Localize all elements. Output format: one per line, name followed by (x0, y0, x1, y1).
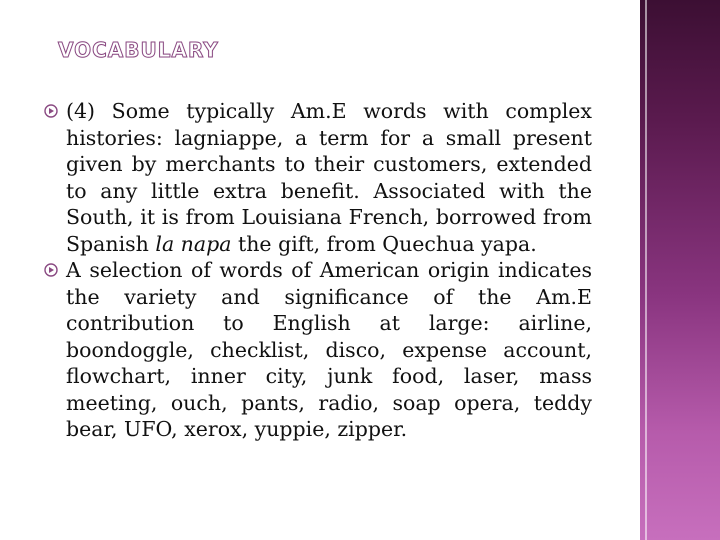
slide-content (44, 98, 592, 443)
circle-arrow-bullet-icon (44, 104, 58, 118)
bullet-item (44, 98, 592, 257)
bullet-text: the gift, from Quechua yapa. (231, 231, 537, 256)
bullet-text: A selection of words of American origin indicates the variety and significance of the Am.E contribution to English at large: airline, boondoggle, checklist, disco, expense account, flowchart, inner city, junk food, laser, mass meeting, ouch, pants, radio, soap opera, teddy bear, UFO, xerox, yuppie, zipper. (66, 258, 592, 441)
decorative-band-line (645, 0, 647, 540)
circle-arrow-bullet-icon (44, 263, 58, 277)
slide-title: VOCABULARY (58, 38, 219, 62)
bullet-item (44, 257, 592, 443)
bullet-text-italic: la napa (155, 231, 232, 256)
bullet-text: (4) Some typically Am.E words with complex histories: lagniappe, a term for a small present given by merchants to their customers, extended to any little extra benefit. Associated with the South, it is from Louisiana French, borrowed from Spanish (66, 99, 592, 256)
decorative-side-band (640, 0, 720, 540)
